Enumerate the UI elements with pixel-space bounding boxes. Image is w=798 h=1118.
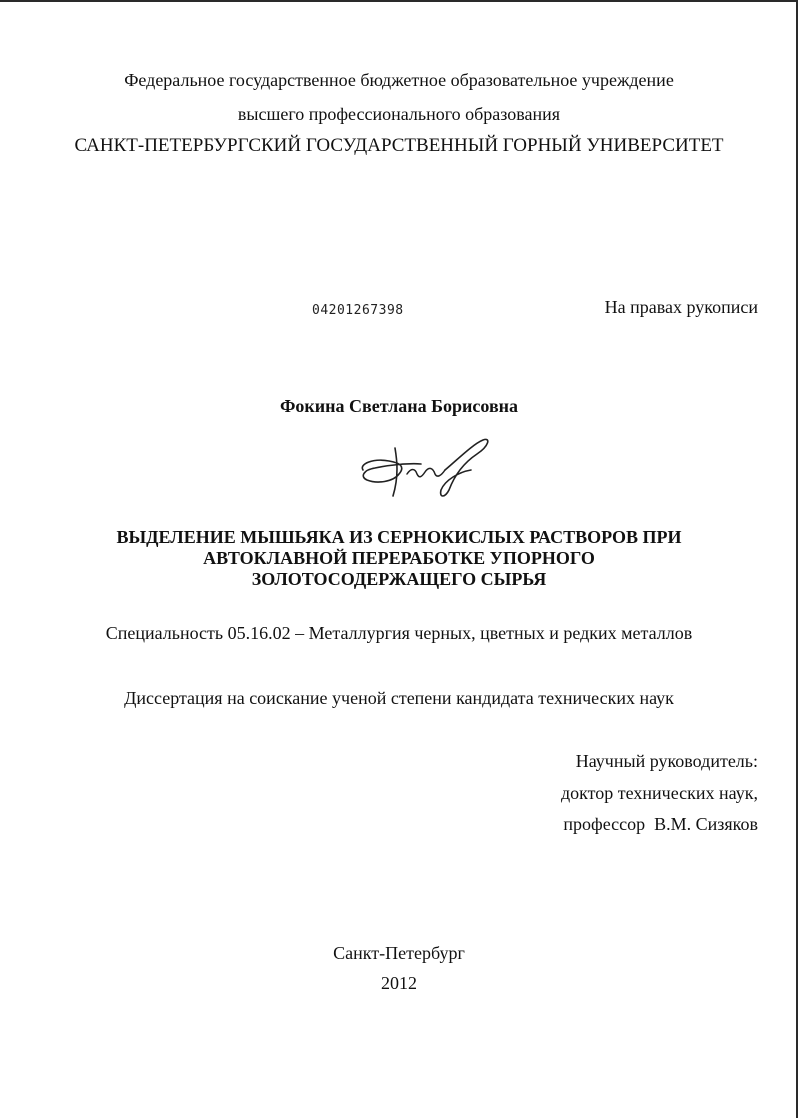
- title-line-2: АВТОКЛАВНОЙ ПЕРЕРАБОТКЕ УПОРНОГО: [203, 548, 595, 568]
- signature-icon: [355, 434, 495, 504]
- title-line-1: ВЫДЕЛЕНИЕ МЫШЬЯКА ИЗ СЕРНОКИСЛЫХ РАСТВОРОВ ПРИ: [116, 527, 682, 547]
- manuscript-rights: На правах рукописи: [604, 297, 758, 317]
- specialty: Специальность 05.16.02 – Металлургия черных, цветных и редких металлов: [105, 623, 693, 643]
- institution-line-2: высшего профессионального образования: [237, 104, 561, 124]
- year: 2012: [381, 973, 417, 993]
- scan-edge-top: [0, 0, 798, 2]
- author-name: Фокина Светлана Борисовна: [279, 396, 519, 416]
- supervisor-name: профессор В.М. Сизяков: [563, 814, 758, 834]
- university-name: САНКТ-ПЕТЕРБУРГСКИЙ ГОСУДАРСТВЕННЫЙ ГОРНЫЙ УНИВЕРСИТЕТ: [74, 135, 724, 156]
- dissertation-degree: Диссертация на соискание ученой степени кандидата технических наук: [124, 688, 674, 708]
- city: Санкт-Петербург: [333, 943, 465, 963]
- dissertation-title: [0, 527, 798, 590]
- supervisor-label: Научный руководитель:: [575, 751, 758, 771]
- serial-number: 04201267398: [312, 303, 404, 318]
- institution-line-1: Федеральное государственное бюджетное образовательное учреждение: [124, 70, 674, 90]
- supervisor-degree: доктор технических наук,: [561, 783, 758, 803]
- title-line-3: ЗОЛОТОСОДЕРЖАЩЕГО СЫРЬЯ: [251, 569, 547, 589]
